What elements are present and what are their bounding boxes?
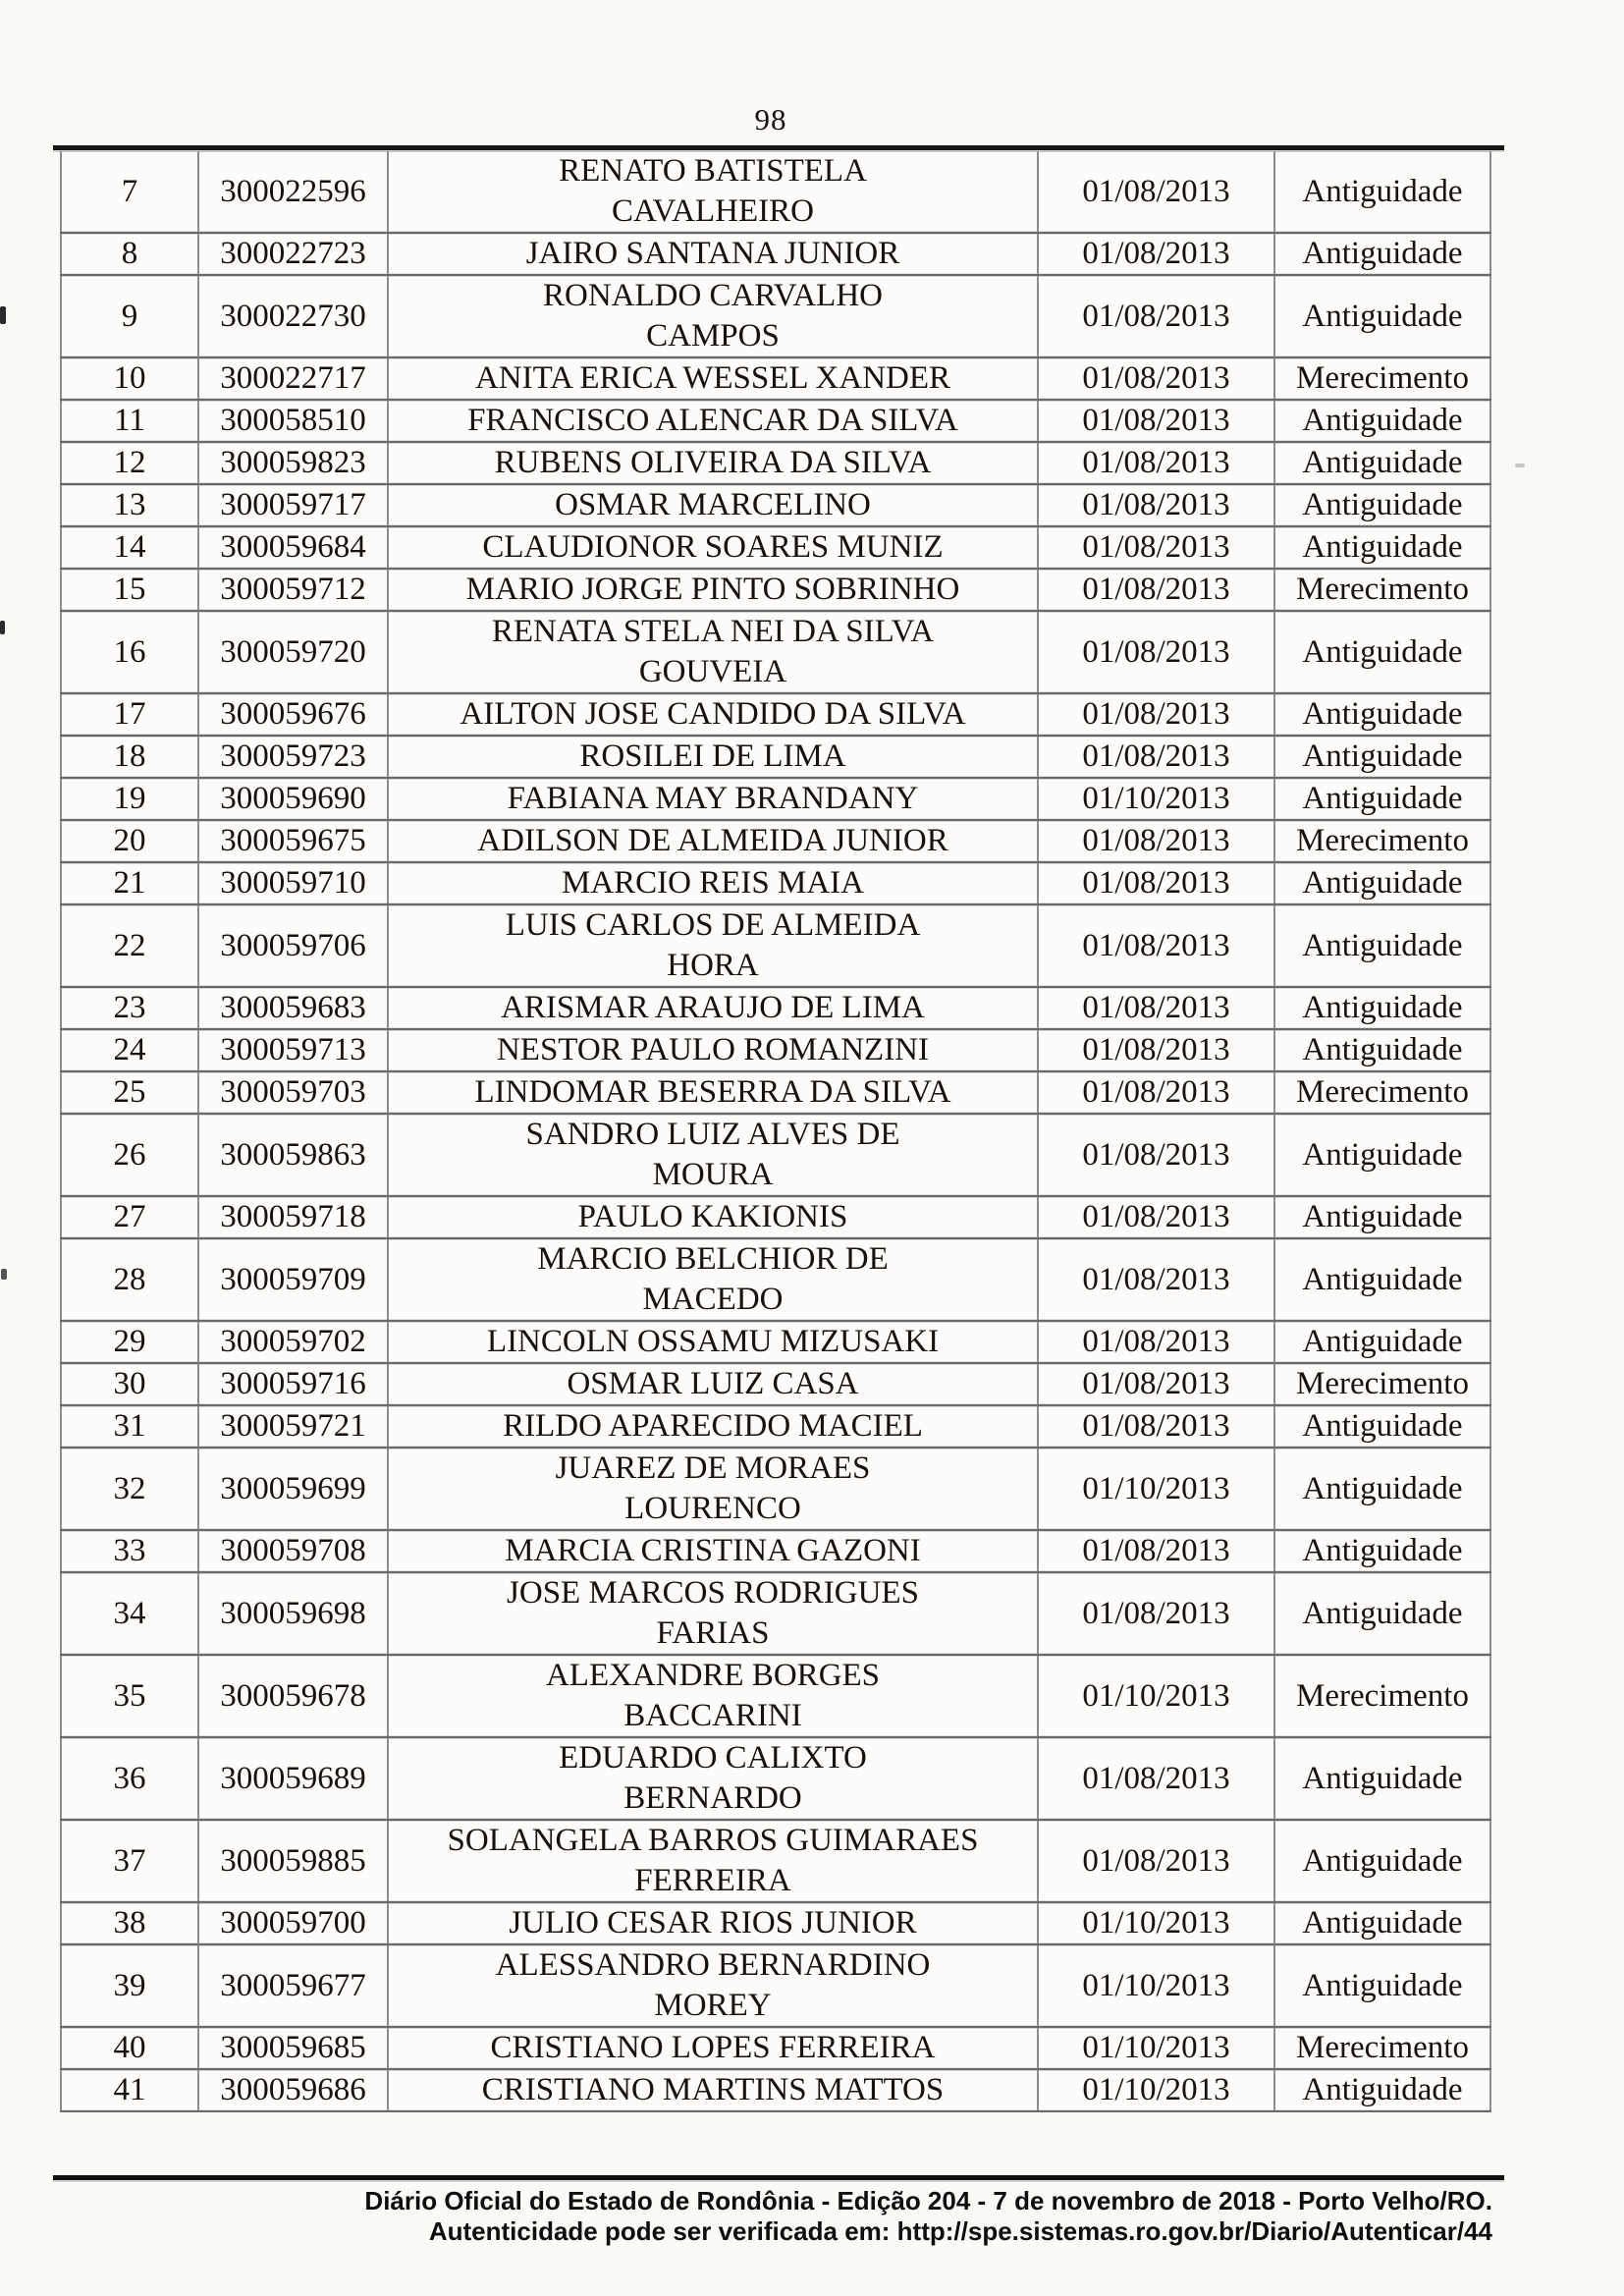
cell-registration-number: 300059718 (198, 1196, 388, 1238)
cell-date: 01/10/2013 (1038, 1902, 1274, 1944)
name-line: JUAREZ DE MORAES (555, 1450, 871, 1486)
cell-registration-number: 300059702 (198, 1321, 388, 1363)
cell-rank: 21 (61, 862, 198, 904)
cell-name (388, 1196, 1038, 1238)
cell-date: 01/08/2013 (1038, 484, 1274, 526)
table-row (61, 400, 1490, 442)
cell-registration-number: 300059710 (198, 862, 388, 904)
cell-rank: 26 (61, 1114, 198, 1196)
cell-criterion: Antiguidade (1274, 693, 1490, 736)
table-row (61, 1944, 1490, 2027)
cell-name (388, 611, 1038, 693)
cell-criterion: Merecimento (1274, 569, 1490, 611)
name-line: ANITA ERICA WESSEL XANDER (474, 360, 951, 396)
name-line: ALESSANDRO BERNARDINO (495, 1947, 931, 1983)
name-line: HORA (667, 948, 759, 983)
table-row (61, 904, 1490, 987)
name-line: CLAUDIONOR SOARES MUNIZ (482, 529, 944, 565)
name-line: ARISMAR ARAUJO DE LIMA (501, 990, 925, 1025)
footer-rule (53, 2175, 1504, 2180)
footer-authenticity-line: Autenticidade pode ser verificada em: http://spe.sistemas.ro.gov.br/Diario/Autenticar/44 (428, 2216, 1492, 2246)
cell-date: 01/08/2013 (1038, 526, 1274, 569)
table-row (61, 1820, 1490, 1902)
cell-rank: 11 (61, 400, 198, 442)
cell-name (388, 693, 1038, 736)
cell-registration-number: 300058510 (198, 400, 388, 442)
name-line: ROSILEI DE LIMA (579, 738, 846, 774)
table-row (61, 1737, 1490, 1820)
cell-criterion: Merecimento (1274, 357, 1490, 400)
cell-rank: 38 (61, 1902, 198, 1944)
name-line: RILDO APARECIDO MACIEL (503, 1408, 923, 1444)
name-line: JOSE MARCOS RODRIGUES (507, 1575, 919, 1611)
cell-date: 01/08/2013 (1038, 693, 1274, 736)
top-rule (53, 145, 1504, 150)
table-row (61, 820, 1490, 862)
cell-criterion: Antiguidade (1274, 1530, 1490, 1572)
cell-name (388, 1448, 1038, 1530)
name-line: FABIANA MAY BRANDANY (507, 781, 919, 816)
cell-registration-number: 300059686 (198, 2069, 388, 2111)
table-row (61, 778, 1490, 820)
cell-registration-number: 300059721 (198, 1405, 388, 1448)
table-row (61, 526, 1490, 569)
cell-date: 01/08/2013 (1038, 862, 1274, 904)
cell-rank: 10 (61, 357, 198, 400)
cell-date: 01/08/2013 (1038, 736, 1274, 778)
cell-name (388, 1405, 1038, 1448)
cell-name (388, 526, 1038, 569)
cell-name (388, 904, 1038, 987)
cell-criterion: Antiguidade (1274, 1405, 1490, 1448)
cell-rank: 16 (61, 611, 198, 693)
table-row (61, 1448, 1490, 1530)
cell-criterion: Antiguidade (1274, 1196, 1490, 1238)
name-line: BACCARINI (623, 1698, 802, 1733)
cell-criterion: Antiguidade (1274, 526, 1490, 569)
promotion-records-table (60, 151, 1491, 2112)
table-row (61, 987, 1490, 1029)
cell-criterion: Merecimento (1274, 2027, 1490, 2069)
page-footer (196, 2186, 1492, 2247)
cell-date: 01/08/2013 (1038, 1820, 1274, 1902)
name-line: RENATA STELA NEI DA SILVA (491, 614, 935, 649)
cell-date: 01/10/2013 (1038, 1655, 1274, 1737)
cell-criterion: Antiguidade (1274, 484, 1490, 526)
cell-rank: 15 (61, 569, 198, 611)
cell-name (388, 2069, 1038, 2111)
scan-artifact (1515, 464, 1525, 467)
cell-date: 01/08/2013 (1038, 611, 1274, 693)
table-row (61, 1321, 1490, 1363)
cell-date: 01/08/2013 (1038, 151, 1274, 233)
name-line: LUIS CARLOS DE ALMEIDA (505, 907, 921, 943)
cell-criterion: Merecimento (1274, 820, 1490, 862)
cell-registration-number: 300022596 (198, 151, 388, 233)
cell-name (388, 400, 1038, 442)
cell-registration-number: 300059684 (198, 526, 388, 569)
cell-name (388, 1655, 1038, 1737)
cell-rank: 30 (61, 1363, 198, 1405)
cell-registration-number: 300059690 (198, 778, 388, 820)
cell-rank: 23 (61, 987, 198, 1029)
table-row (61, 862, 1490, 904)
cell-date: 01/10/2013 (1038, 778, 1274, 820)
cell-name (388, 862, 1038, 904)
cell-name (388, 357, 1038, 400)
name-line: ADILSON DE ALMEIDA JUNIOR (477, 823, 948, 858)
table-row (61, 1572, 1490, 1655)
cell-date: 01/08/2013 (1038, 1029, 1274, 1071)
cell-registration-number: 300059677 (198, 1944, 388, 2027)
cell-name (388, 1071, 1038, 1114)
table-row (61, 611, 1490, 693)
name-line: ALEXANDRE BORGES (545, 1658, 881, 1693)
cell-date: 01/08/2013 (1038, 569, 1274, 611)
name-line: SANDRO LUIZ ALVES DE (525, 1117, 900, 1152)
cell-registration-number: 300059699 (198, 1448, 388, 1530)
name-line: MARCIO BELCHIOR DE (537, 1241, 889, 1277)
cell-rank: 33 (61, 1530, 198, 1572)
cell-name (388, 1572, 1038, 1655)
cell-registration-number: 300059723 (198, 736, 388, 778)
cell-name (388, 820, 1038, 862)
cell-name (388, 1737, 1038, 1820)
cell-rank: 36 (61, 1737, 198, 1820)
cell-rank: 31 (61, 1405, 198, 1448)
cell-name (388, 2027, 1038, 2069)
cell-criterion: Antiguidade (1274, 862, 1490, 904)
name-line: SOLANGELA BARROS GUIMARAES (447, 1823, 979, 1858)
name-line: RONALDO CARVALHO (542, 278, 884, 313)
page-number: 98 (754, 102, 787, 137)
name-line: NESTOR PAULO ROMANZINI (496, 1032, 930, 1067)
cell-date: 01/08/2013 (1038, 1071, 1274, 1114)
name-line: MARIO JORGE PINTO SOBRINHO (465, 572, 960, 607)
table-row (61, 1363, 1490, 1405)
cell-registration-number: 300022717 (198, 357, 388, 400)
table-row (61, 1029, 1490, 1071)
cell-registration-number: 300059716 (198, 1363, 388, 1405)
name-line: JAIRO SANTANA JUNIOR (525, 236, 900, 271)
name-line: MOURA (652, 1157, 774, 1192)
cell-date: 01/08/2013 (1038, 987, 1274, 1029)
scan-artifact (1, 1269, 7, 1280)
cell-registration-number: 300059675 (198, 820, 388, 862)
cell-rank: 18 (61, 736, 198, 778)
cell-registration-number: 300059698 (198, 1572, 388, 1655)
name-line: MOREY (654, 1988, 772, 2023)
cell-criterion: Antiguidade (1274, 151, 1490, 233)
cell-criterion: Merecimento (1274, 1071, 1490, 1114)
cell-criterion: Antiguidade (1274, 1944, 1490, 2027)
cell-registration-number: 300059885 (198, 1820, 388, 1902)
name-line: LOURENCO (624, 1491, 801, 1526)
cell-name (388, 1530, 1038, 1572)
cell-criterion: Antiguidade (1274, 233, 1490, 275)
cell-criterion: Antiguidade (1274, 400, 1490, 442)
cell-registration-number: 300059683 (198, 987, 388, 1029)
cell-name (388, 1820, 1038, 1902)
table-row (61, 357, 1490, 400)
cell-registration-number: 300059709 (198, 1238, 388, 1321)
name-line: LINCOLN OSSAMU MIZUSAKI (486, 1324, 940, 1359)
name-line: OSMAR MARCELINO (555, 487, 871, 522)
cell-registration-number: 300059678 (198, 1655, 388, 1737)
cell-criterion: Antiguidade (1274, 1029, 1490, 1071)
cell-rank: 29 (61, 1321, 198, 1363)
cell-date: 01/08/2013 (1038, 442, 1274, 484)
cell-registration-number: 300059685 (198, 2027, 388, 2069)
name-line: CAMPOS (646, 318, 780, 354)
cell-name (388, 151, 1038, 233)
name-line: AILTON JOSE CANDIDO DA SILVA (460, 696, 966, 732)
cell-criterion: Antiguidade (1274, 1820, 1490, 1902)
name-line: OSMAR LUIZ CASA (567, 1366, 859, 1401)
cell-registration-number: 300059676 (198, 693, 388, 736)
table-row (61, 2027, 1490, 2069)
cell-criterion: Antiguidade (1274, 1737, 1490, 1820)
cell-registration-number: 300022723 (198, 233, 388, 275)
cell-name (388, 275, 1038, 357)
cell-name (388, 1944, 1038, 2027)
cell-registration-number: 300059706 (198, 904, 388, 987)
table-row (61, 1405, 1490, 1448)
cell-rank: 8 (61, 233, 198, 275)
table-row (61, 151, 1490, 233)
cell-date: 01/08/2013 (1038, 275, 1274, 357)
cell-date: 01/10/2013 (1038, 1448, 1274, 1530)
cell-criterion: Antiguidade (1274, 275, 1490, 357)
name-line: MARCIA CRISTINA GAZONI (505, 1533, 921, 1568)
cell-rank: 12 (61, 442, 198, 484)
cell-name (388, 233, 1038, 275)
cell-registration-number: 300059700 (198, 1902, 388, 1944)
cell-rank: 13 (61, 484, 198, 526)
cell-registration-number: 300059823 (198, 442, 388, 484)
name-line: MARCIO REIS MAIA (561, 865, 865, 901)
cell-name (388, 1238, 1038, 1321)
cell-date: 01/08/2013 (1038, 1114, 1274, 1196)
cell-criterion: Antiguidade (1274, 442, 1490, 484)
name-line: LINDOMAR BESERRA DA SILVA (474, 1074, 951, 1110)
name-line: RUBENS OLIVEIRA DA SILVA (494, 445, 932, 480)
name-line: RENATO BATISTELA (559, 153, 867, 189)
cell-rank: 35 (61, 1655, 198, 1737)
cell-name (388, 987, 1038, 1029)
cell-criterion: Antiguidade (1274, 1902, 1490, 1944)
cell-date: 01/08/2013 (1038, 820, 1274, 862)
cell-date: 01/08/2013 (1038, 400, 1274, 442)
cell-date: 01/08/2013 (1038, 1572, 1274, 1655)
cell-registration-number: 300022730 (198, 275, 388, 357)
footer-edition-line: Diário Oficial do Estado de Rondônia - Edição 204 - 7 de novembro de 2018 - Porto Velho/RO. (364, 2186, 1492, 2215)
cell-criterion: Antiguidade (1274, 1238, 1490, 1321)
cell-criterion: Merecimento (1274, 1655, 1490, 1737)
name-line: FRANCISCO ALENCAR DA SILVA (467, 403, 958, 438)
table-row (61, 442, 1490, 484)
cell-date: 01/10/2013 (1038, 2027, 1274, 2069)
cell-name (388, 1321, 1038, 1363)
cell-registration-number: 300059712 (198, 569, 388, 611)
cell-criterion: Antiguidade (1274, 736, 1490, 778)
name-line: GOUVEIA (638, 654, 787, 689)
table-row (61, 1530, 1490, 1572)
cell-name (388, 1902, 1038, 1944)
cell-name (388, 736, 1038, 778)
cell-registration-number: 300059720 (198, 611, 388, 693)
cell-rank: 37 (61, 1820, 198, 1902)
cell-criterion: Antiguidade (1274, 611, 1490, 693)
cell-date: 01/08/2013 (1038, 233, 1274, 275)
cell-date: 01/08/2013 (1038, 1321, 1274, 1363)
cell-rank: 9 (61, 275, 198, 357)
cell-date: 01/10/2013 (1038, 2069, 1274, 2111)
table-row (61, 1114, 1490, 1196)
table-row (61, 1238, 1490, 1321)
cell-name (388, 442, 1038, 484)
cell-rank: 41 (61, 2069, 198, 2111)
table-row (61, 275, 1490, 357)
cell-rank: 14 (61, 526, 198, 569)
cell-criterion: Antiguidade (1274, 1321, 1490, 1363)
cell-rank: 25 (61, 1071, 198, 1114)
cell-criterion: Antiguidade (1274, 2069, 1490, 2111)
cell-rank: 7 (61, 151, 198, 233)
cell-date: 01/08/2013 (1038, 904, 1274, 987)
cell-date: 01/08/2013 (1038, 1196, 1274, 1238)
name-line: JULIO CESAR RIOS JUNIOR (509, 1905, 917, 1941)
cell-criterion: Antiguidade (1274, 1572, 1490, 1655)
cell-rank: 34 (61, 1572, 198, 1655)
cell-date: 01/08/2013 (1038, 1405, 1274, 1448)
scan-artifact (0, 306, 6, 324)
scan-artifact (0, 621, 5, 634)
cell-date: 01/10/2013 (1038, 1944, 1274, 2027)
cell-rank: 32 (61, 1448, 198, 1530)
cell-rank: 28 (61, 1238, 198, 1321)
cell-criterion: Antiguidade (1274, 778, 1490, 820)
name-line: FARIAS (656, 1615, 770, 1651)
cell-registration-number: 300059863 (198, 1114, 388, 1196)
cell-date: 01/08/2013 (1038, 357, 1274, 400)
cell-registration-number: 300059689 (198, 1737, 388, 1820)
cell-rank: 27 (61, 1196, 198, 1238)
name-line: CRISTIANO MARTINS MATTOS (481, 2072, 945, 2107)
table-row (61, 569, 1490, 611)
cell-registration-number: 300059717 (198, 484, 388, 526)
cell-date: 01/08/2013 (1038, 1238, 1274, 1321)
cell-rank: 39 (61, 1944, 198, 2027)
cell-date: 01/08/2013 (1038, 1530, 1274, 1572)
cell-rank: 40 (61, 2027, 198, 2069)
cell-date: 01/08/2013 (1038, 1737, 1274, 1820)
cell-date: 01/08/2013 (1038, 1363, 1274, 1405)
table-row (61, 484, 1490, 526)
cell-rank: 24 (61, 1029, 198, 1071)
cell-rank: 20 (61, 820, 198, 862)
cell-criterion: Antiguidade (1274, 1114, 1490, 1196)
cell-name (388, 778, 1038, 820)
name-line: MACEDO (642, 1282, 784, 1317)
cell-name (388, 569, 1038, 611)
cell-registration-number: 300059713 (198, 1029, 388, 1071)
cell-rank: 19 (61, 778, 198, 820)
name-line: PAULO KAKIONIS (577, 1199, 848, 1234)
table-row (61, 2069, 1490, 2111)
cell-criterion: Antiguidade (1274, 987, 1490, 1029)
name-line: FERREIRA (634, 1863, 791, 1898)
table-row (61, 736, 1490, 778)
cell-rank: 17 (61, 693, 198, 736)
table-row (61, 693, 1490, 736)
cell-criterion: Merecimento (1274, 1363, 1490, 1405)
cell-registration-number: 300059708 (198, 1530, 388, 1572)
name-line: CAVALHEIRO (612, 193, 814, 229)
name-line: EDUARDO CALIXTO (559, 1740, 867, 1776)
name-line: CRISTIANO LOPES FERREIRA (490, 2030, 936, 2065)
cell-rank: 22 (61, 904, 198, 987)
cell-criterion: Antiguidade (1274, 904, 1490, 987)
name-line: BERNARDO (623, 1780, 802, 1816)
table-row (61, 1655, 1490, 1737)
cell-criterion: Antiguidade (1274, 1448, 1490, 1530)
table-row (61, 1902, 1490, 1944)
table-row (61, 233, 1490, 275)
cell-name (388, 1363, 1038, 1405)
cell-name (388, 484, 1038, 526)
cell-registration-number: 300059703 (198, 1071, 388, 1114)
cell-name (388, 1114, 1038, 1196)
table-row (61, 1196, 1490, 1238)
cell-name (388, 1029, 1038, 1071)
table-row (61, 1071, 1490, 1114)
